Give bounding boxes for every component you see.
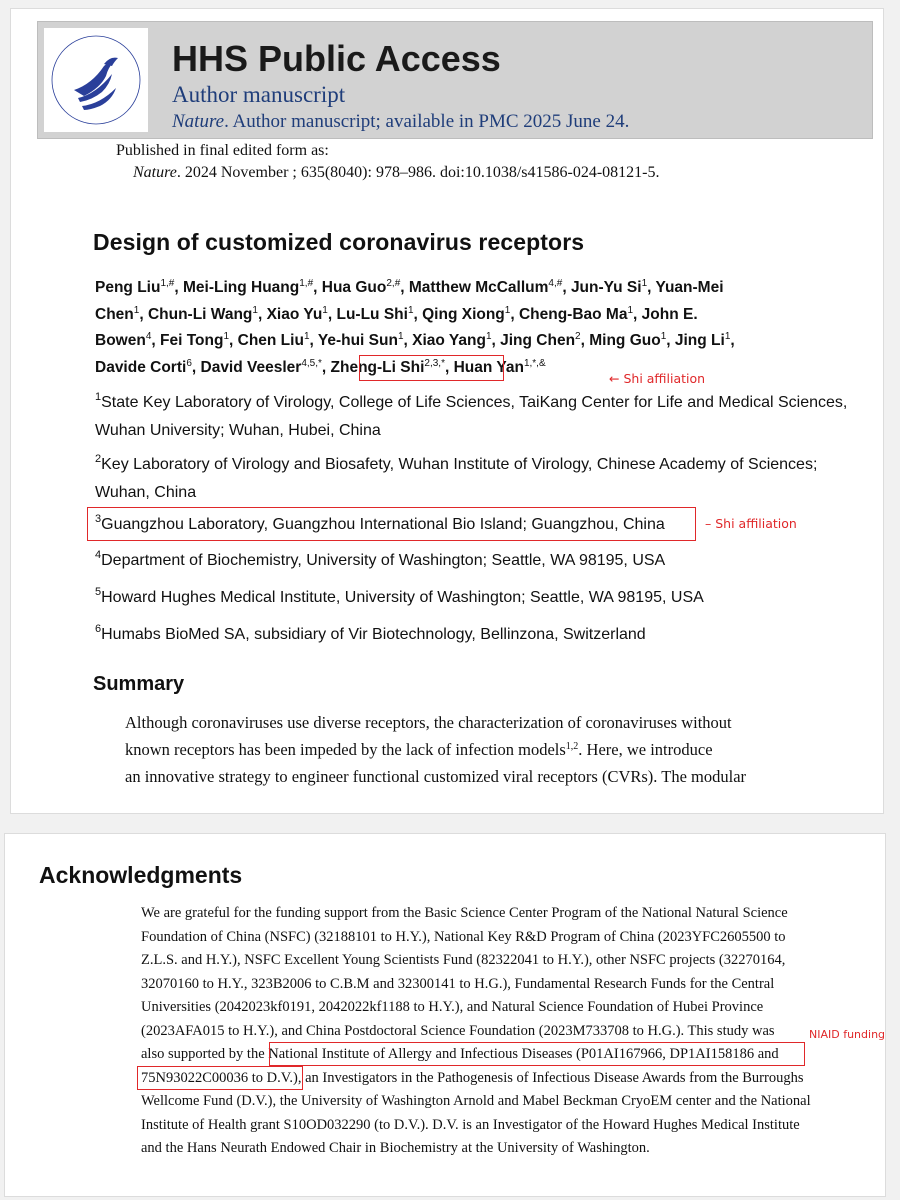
affiliation-text: Key Laboratory of Virology and Biosafety, Wuhan Institute of Virology, Chinese Academy of Sciences; Wuhan, China bbox=[95, 456, 818, 501]
author-separator: , bbox=[139, 305, 148, 323]
summary-heading: Summary bbox=[93, 673, 185, 695]
author-name: Matthew McCallum bbox=[408, 279, 549, 296]
ack-line: Foundation of China (NSFC) (32188101 to H.Y.), National Key R&D Program of China (2023YFC2605500 to bbox=[141, 928, 786, 945]
author-name: Xiao Yu bbox=[266, 305, 323, 323]
author-affiliation-mark: 1 bbox=[504, 304, 511, 316]
author-separator: , bbox=[403, 332, 413, 349]
author-affiliation-mark: 4 bbox=[145, 331, 152, 342]
citation-text: . 2024 November ; 635(8040): 978–986. doi:10.1038/s41586-024-08121-5. bbox=[176, 164, 660, 181]
author-separator: , bbox=[309, 332, 318, 349]
author-separator: , bbox=[633, 305, 642, 323]
annotation-box-niaid-line2 bbox=[137, 1066, 303, 1090]
affiliation-2 bbox=[95, 451, 855, 507]
header-subtitle: Author manuscript bbox=[172, 82, 346, 107]
author-separator: , bbox=[229, 332, 238, 349]
author-affiliation-mark: 2,# bbox=[386, 278, 401, 289]
author-line bbox=[95, 328, 875, 355]
author-separator: , bbox=[191, 358, 201, 376]
author-separator: , bbox=[491, 332, 501, 349]
author-name: John E. bbox=[641, 305, 698, 323]
author-name: Chen bbox=[95, 305, 134, 323]
author-name: Jing Li bbox=[674, 332, 725, 349]
author-affiliation-mark: 1 bbox=[397, 331, 404, 342]
annotation-label-niaid: NIAID funding bbox=[809, 1028, 886, 1041]
author-name: David Veesler bbox=[200, 358, 302, 376]
paper-title: Design of customized coronavirus receptors bbox=[93, 229, 585, 255]
author-name: Fei Tong bbox=[160, 332, 224, 349]
author-affiliation-mark: 1,# bbox=[160, 278, 175, 289]
author-affiliation-mark: 6 bbox=[186, 357, 192, 369]
author-affiliation-mark: 1 bbox=[407, 304, 414, 316]
hhs-header-banner bbox=[37, 21, 873, 139]
author-affiliation-mark: 1 bbox=[133, 304, 140, 316]
author-name: Cheng-Bao Ma bbox=[518, 305, 628, 323]
acknowledgments-heading: Acknowledgments bbox=[39, 862, 243, 888]
annotation-arrow: – bbox=[705, 516, 712, 531]
author-affiliation-mark: 1 bbox=[322, 304, 328, 316]
author-separator: , bbox=[174, 279, 183, 296]
affiliation-number: 3 bbox=[95, 513, 102, 525]
author-separator: , bbox=[444, 358, 454, 376]
author-affiliation-mark: 1 bbox=[627, 304, 634, 316]
author-affiliation-mark: 1 bbox=[660, 331, 667, 342]
author-separator: , bbox=[257, 305, 267, 323]
summary-line: an innovative strategy to engineer functional customized viral receptors (CVRs). The modular bbox=[125, 767, 747, 786]
manuscript-first-page bbox=[10, 8, 884, 814]
author-separator: , bbox=[580, 332, 590, 349]
summary-text bbox=[125, 709, 865, 790]
annotation-label-shi-author: ← Shi affiliation bbox=[609, 371, 706, 386]
published-label: Published in final edited form as: bbox=[116, 142, 329, 159]
citation-journal: Nature bbox=[133, 164, 177, 181]
author-name: Yuan-Mei bbox=[655, 279, 724, 296]
ack-line: Z.L.S. and H.Y.), NSFC Excellent Young Scientists Fund (82322041 to H.Y.), other NSFC projects (32270164, bbox=[141, 952, 786, 968]
affiliation-number: 6 bbox=[95, 623, 102, 635]
annotation-box-shi-affiliation bbox=[87, 507, 696, 541]
annotation-box-niaid-line1 bbox=[269, 1042, 805, 1066]
author-affiliation-mark: 1 bbox=[641, 278, 648, 289]
author-name: Lu-Lu Shi bbox=[336, 305, 408, 323]
summary-line-text: . Here, we introduce bbox=[578, 740, 713, 759]
author-separator: , bbox=[313, 279, 322, 296]
author-separator: , bbox=[327, 305, 337, 323]
author-name: Jing Chen bbox=[500, 332, 576, 349]
author-affiliation-mark: 1 bbox=[223, 331, 229, 342]
header-title: HHS Public Access bbox=[172, 38, 501, 79]
summary-citation: 1,2 bbox=[565, 741, 579, 752]
affiliation-text: Guangzhou Laboratory, Guangzhou International Bio Island; Guangzhou, China bbox=[101, 516, 665, 533]
author-name: Bowen bbox=[95, 332, 146, 349]
author-affiliation-mark: 4,# bbox=[548, 278, 563, 289]
ack-line: (2023AFA015 to H.Y.), and China Postdoctoral Science Foundation (2023M733708 to H.G.). This study was bbox=[141, 1022, 775, 1039]
author-name: Huan Yan bbox=[453, 358, 524, 376]
annotation-arrow: ← bbox=[609, 371, 620, 386]
annotation-label-shi-affiliation: – Shi affiliation bbox=[705, 516, 797, 531]
author-name: Xiao Yang bbox=[412, 332, 486, 349]
author-affiliation-mark: 4,5,* bbox=[301, 357, 322, 369]
ack-line: and the Hans Neurath Endowed Chair in Biochemistry at the University of Washington. bbox=[141, 1140, 650, 1156]
ack-line: 32070160 to H.Y., 323B2006 to C.B.M and 32300141 to H.G.), Fundamental Research Funds for the Central bbox=[141, 975, 775, 992]
author-name: Mei-Ling Huang bbox=[182, 279, 300, 296]
header-availability bbox=[172, 111, 629, 133]
author-affiliation-mark: 1 bbox=[252, 304, 258, 316]
author-affiliation-mark: 2 bbox=[575, 331, 581, 342]
author-line bbox=[95, 275, 875, 302]
affiliation-text: Howard Hughes Medical Institute, University of Washington; Seattle, WA 98195, USA bbox=[101, 589, 704, 606]
author-name: Jun-Yu Si bbox=[570, 279, 642, 296]
affiliation-number: 4 bbox=[95, 549, 102, 561]
affiliation-1 bbox=[95, 389, 855, 445]
affiliation-text: Humabs BioMed SA, subsidiary of Vir Biotechnology, Bellinzona, Switzerland bbox=[101, 626, 646, 643]
author-name: Ye-hui Sun bbox=[317, 332, 398, 349]
author-name: Ming Guo bbox=[589, 332, 661, 349]
author-name: Peng Liu bbox=[95, 279, 161, 296]
author-affiliation-mark: 1 bbox=[724, 331, 731, 342]
author-line bbox=[95, 302, 875, 329]
author-separator: , bbox=[510, 305, 519, 323]
author-separator: , bbox=[400, 279, 409, 296]
ack-line: We are grateful for the funding support from the Basic Science Center Program of the National Natural Science bbox=[141, 905, 788, 921]
author-affiliation-mark: 1 bbox=[303, 331, 310, 342]
summary-line bbox=[125, 736, 865, 763]
author-separator: , bbox=[562, 279, 571, 296]
author-name: Zheng-Li Shi bbox=[330, 358, 425, 376]
ack-line: Universities (2042023kf0191, 2042022kf1188 to H.Y.), and Natural Science Foundation of Hubei Province bbox=[141, 999, 764, 1015]
author-name: Hua Guo bbox=[321, 279, 387, 296]
published-citation bbox=[133, 164, 659, 182]
ack-line: Institute of Health grant S10OD032290 (to D.V.). D.V. is an Investigator of the Howard Hughes Medical Institute bbox=[141, 1116, 800, 1133]
header-availability-text: . Author manuscript; available in PMC 2025 June 24. bbox=[224, 111, 630, 132]
author-separator: , bbox=[647, 279, 656, 296]
author-name: Chen Liu bbox=[237, 332, 304, 349]
author-name: Qing Xiong bbox=[422, 305, 505, 323]
annotation-box-shi-author bbox=[359, 355, 504, 381]
author-separator: , bbox=[151, 332, 160, 349]
summary-line: Although coronaviruses use diverse receptors, the characterization of coronaviruses without bbox=[125, 713, 732, 732]
hhs-logo bbox=[44, 28, 148, 132]
affiliation-number: 5 bbox=[95, 586, 102, 598]
affiliation-number: 2 bbox=[95, 453, 102, 465]
author-separator: , bbox=[730, 332, 735, 349]
summary-line-text: known receptors has been impeded by the lack of infection models bbox=[125, 740, 566, 759]
affiliation-4 bbox=[95, 547, 855, 575]
ack-line: 75N93022C00036 to D.V.), an Investigators in the Pathogenesis of Infectious Disease Awards from the Burroughs bbox=[141, 1069, 804, 1086]
author-separator: , bbox=[413, 305, 423, 323]
author-separator: , bbox=[321, 358, 331, 376]
acknowledgments-page bbox=[4, 833, 886, 1197]
acknowledgments-text bbox=[141, 902, 841, 1161]
affiliation-text: Department of Biochemistry, University of Washington; Seattle, WA 98195, USA bbox=[101, 552, 666, 569]
author-name: Davide Corti bbox=[95, 358, 187, 376]
ack-line: also supported by the National Institute of Allergy and Infectious Diseases (P01AI167966, DP1AI158186 and bbox=[141, 1046, 779, 1062]
affiliation-number: 1 bbox=[95, 391, 102, 403]
author-name: Chun-Li Wang bbox=[147, 305, 253, 323]
header-journal: Nature bbox=[172, 111, 225, 132]
author-affiliation-mark: 1,*,& bbox=[523, 357, 546, 369]
author-separator: , bbox=[666, 332, 675, 349]
affiliation-5 bbox=[95, 584, 855, 612]
author-affiliation-mark: 1,# bbox=[299, 278, 314, 289]
author-affiliation-mark: 1 bbox=[485, 331, 492, 342]
affiliation-text: State Key Laboratory of Virology, College of Life Sciences, TaiKang Center for Life and Medical Sciences, Wuhan University; Wuhan, Hubei, China bbox=[95, 394, 848, 439]
author-affiliation-mark: 2,3,* bbox=[424, 357, 445, 369]
ack-line: Wellcome Fund (D.V.), the University of Washington Arnold and Mabel Beckman CryoEM center and the National bbox=[141, 1093, 811, 1109]
affiliation-6 bbox=[95, 621, 855, 649]
